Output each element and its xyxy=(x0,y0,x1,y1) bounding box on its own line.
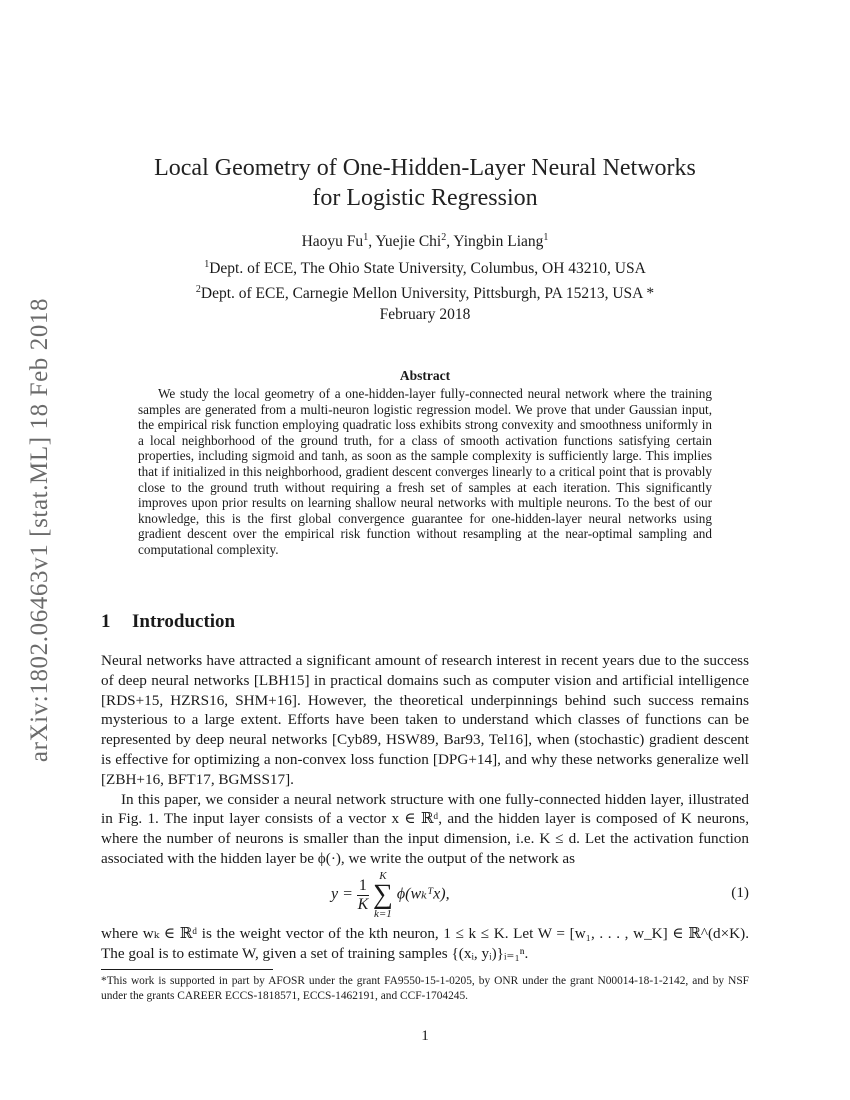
summation xyxy=(373,870,393,920)
author-list xyxy=(0,232,850,251)
paragraph-3: where wₖ ∈ ℝᵈ is the weight vector of the kth neuron, 1 ≤ k ≤ K. Let W = [w₁, . . . , w_K] ∈ ℝ^(d×K). The goal is to estimate W, given a set of training samples {(xᵢ, yᵢ)}ᵢ₌₁ⁿ. xyxy=(101,925,749,962)
footnote-rule xyxy=(101,969,273,970)
affiliation-1 xyxy=(0,254,850,279)
affiliation-2 xyxy=(0,279,850,304)
affiliations xyxy=(0,254,850,304)
footnote-mark: * xyxy=(642,285,655,303)
section-title: Introduction xyxy=(132,611,236,632)
paper-title xyxy=(0,153,850,213)
author-name: Haoyu Fu xyxy=(301,233,364,251)
section-number: 1 xyxy=(101,611,111,632)
affiliation-text: Dept. of ECE, Carnegie Mellon University, Pittsburgh, PA 15213, USA xyxy=(200,285,643,303)
author-affiliation-mark: 2 xyxy=(441,232,447,243)
paragraph-1: Neural networks have attracted a significant amount of research interest in recent years due to the success of deep neural networks [LBH15] in practical domains such as computer vision and artificial intelligence [RDS+15, HZRS16, SHM+16]. However, the theoretical underpinnings behind such success remains mysterious to a large extent. Efforts have been taken to understand which classes of functions can be represented by deep neural networks [Cyb89, HSW89, Bar93, Tel16], when (stochastic) gradient descent is effective for optimizing a non-convex loss function [DPG+14], and why these networks generalize well [ZBH+16, BFT17, BGMSS17]. xyxy=(101,652,749,788)
page-number: 1 xyxy=(421,1027,429,1044)
abstract-paragraph: We study the local geometry of a one-hidden-layer fully-connected neural network where the training samples are generated from a multi-neuron logistic regression model. We prove that under Gaussian input, the empirical risk function employing quadratic loss exhibits strong convexity and smoothness uniformly in a local neighborhood of the ground truth, for a class of smooth activation functions satisfying certain properties, including sigmoid and tanh, as soon as the sample complexity is sufficiently large. This implies that if initialized in this neighborhood, gradient descent converges linearly to a critical point that is provably close to the ground truth without requiring a fresh set of samples at each iteration. This significantly improves upon prior results on learning shallow neural networks with multiple neurons. To the best of our knowledge, this is the first global convergence guarantee for one-hidden-layer neural networks using gradient descent over the empirical risk function without resampling at the near-optimal sampling and computational complexity. xyxy=(138,386,712,557)
publication-date: February 2018 xyxy=(379,306,471,323)
affiliation-mark: 1 xyxy=(204,259,210,270)
author-name: , Yingbin Liang xyxy=(446,233,544,251)
summation-sign: ∑ xyxy=(372,879,393,910)
author-name: , Yuejie Chi xyxy=(368,233,442,251)
paragraph-2: In this paper, we consider a neural network structure with one fully-connected hidden layer, illustrated in Fig. 1. The input layer consists of a vector x ∈ ℝᵈ, and the hidden layer is composed of K neurons, where the number of neurons is smaller than the input dimension, i.e. K ≤ d. Let the activation function associated with the hidden layer be ϕ(·), we write the output of the network as xyxy=(101,790,749,867)
affiliation-text: Dept. of ECE, The Ohio State University, Columbus, OH 43210, USA xyxy=(209,260,646,278)
intro-text-continued xyxy=(101,924,749,964)
equation-lhs: y = xyxy=(331,885,353,903)
fraction-denominator: K xyxy=(357,895,369,913)
author-affiliation-mark: 1 xyxy=(543,232,549,243)
abstract-body xyxy=(138,386,712,558)
equation-expression xyxy=(331,870,450,920)
author-affiliation-mark: 1 xyxy=(363,232,369,243)
equation-fraction xyxy=(357,877,369,914)
intro-text xyxy=(101,651,749,869)
equation-number: (1) xyxy=(731,884,749,901)
summation-lower-limit: k=1 xyxy=(373,908,392,920)
equation-1 xyxy=(101,866,749,926)
summation-upper-limit: K xyxy=(379,870,387,882)
arxiv-stamp: arXiv:1802.06463v1 [stat.ML] 18 Feb 2018 xyxy=(26,297,53,763)
footnote: *This work is supported in part by AFOSR under the grant FA9550-15-1-0205, by ONR under the grant N00014-18-1-2142, and by NSF under the grants CAREER ECCS-1818571, ECCS-1462191, and CCF-1704245. xyxy=(101,975,749,1002)
title-line-1: Local Geometry of One-Hidden-Layer Neural Networks xyxy=(154,155,696,181)
equation-rhs: ϕ(wₖᵀx), xyxy=(396,885,450,903)
abstract-heading: Abstract xyxy=(399,368,451,383)
fraction-numerator: 1 xyxy=(358,876,367,894)
title-line-2: for Logistic Regression xyxy=(312,185,538,211)
affiliation-mark: 2 xyxy=(195,284,201,296)
